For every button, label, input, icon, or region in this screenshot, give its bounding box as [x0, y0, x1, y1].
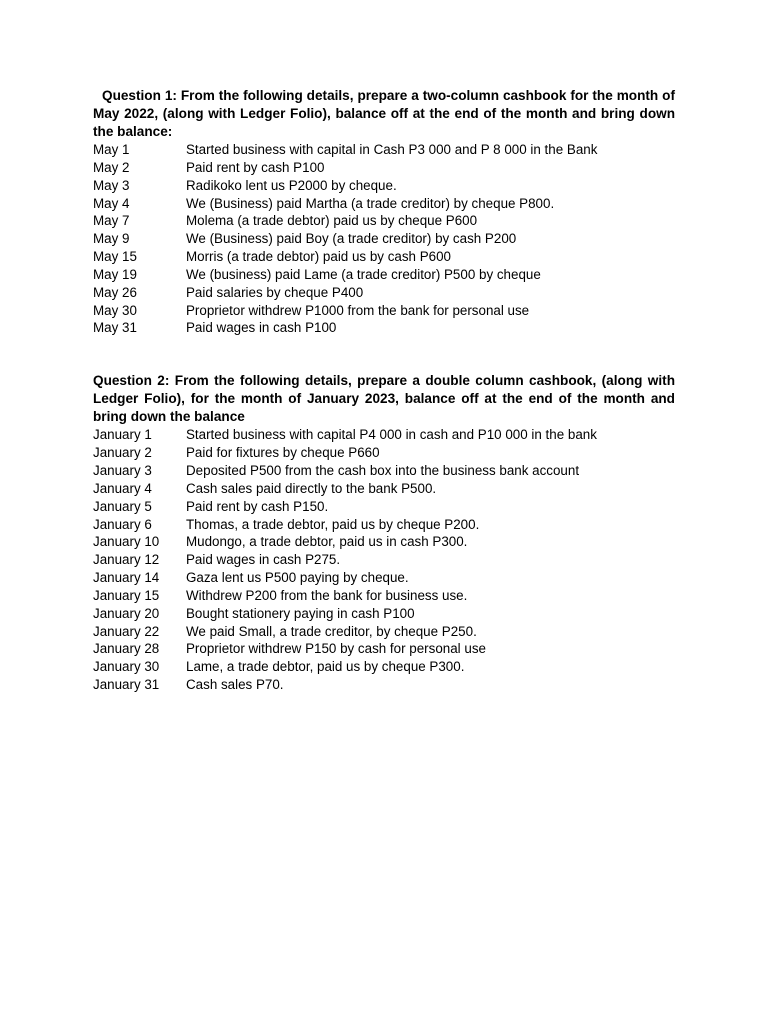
entry-text: Started business with capital P4 000 in cash and P10 000 in the bank: [186, 427, 597, 443]
list-item: [93, 426, 675, 444]
list-item: [93, 195, 675, 213]
entry-date: May 26: [93, 284, 137, 300]
list-item: [93, 516, 675, 534]
entry-text: Cash sales paid directly to the bank P500.: [186, 480, 437, 496]
entry-date: May 30: [93, 302, 137, 318]
entry-text: Paid for fixtures by cheque P660: [186, 445, 380, 461]
entry-date: January 4: [93, 480, 152, 496]
list-item: [93, 230, 675, 248]
list-item: [93, 462, 675, 480]
entry-text: Deposited P500 from the cash box into the business bank account: [186, 462, 580, 478]
list-item: [93, 141, 675, 159]
entry-date: January 10: [93, 534, 160, 550]
list-item: [93, 177, 675, 195]
entry-text: Proprietor withdrew P1000 from the bank for personal use: [186, 302, 530, 318]
entry-text: Paid salaries by cheque P400: [186, 284, 364, 300]
question-1-section: [93, 87, 675, 337]
list-item: [93, 212, 675, 230]
entry-text: Paid wages in cash P275.: [186, 552, 341, 568]
entry-text: Paid rent by cash P150.: [186, 498, 329, 514]
entry-text: We paid Small, a trade creditor, by cheque P250.: [186, 623, 477, 639]
list-item: [93, 551, 675, 569]
entry-date: May 19: [93, 266, 137, 282]
entry-date: January 14: [93, 570, 160, 586]
list-item: [93, 319, 675, 337]
entry-text: Morris (a trade debtor) paid us by cash P600: [186, 249, 451, 265]
entry-date: May 15: [93, 249, 137, 265]
entry-date: January 5: [93, 498, 152, 514]
list-item: [93, 480, 675, 498]
entry-text: Bought stationery paying in cash P100: [186, 605, 415, 621]
entry-text: Withdrew P200 from the bank for business use.: [186, 587, 468, 603]
entry-date: January 28: [93, 641, 160, 657]
list-item: [93, 302, 675, 320]
list-item: [93, 533, 675, 551]
list-item: [93, 676, 675, 694]
list-item: [93, 605, 675, 623]
list-item: [93, 623, 675, 641]
entry-date: May 9: [93, 231, 130, 247]
entry-date: May 3: [93, 177, 130, 193]
entry-date: May 7: [93, 213, 130, 229]
section-spacer: [93, 337, 675, 372]
list-item: [93, 159, 675, 177]
entry-text: Gaza lent us P500 paying by cheque.: [186, 570, 409, 586]
entry-date: May 1: [93, 142, 130, 157]
entry-date: January 15: [93, 587, 160, 603]
list-item: [93, 444, 675, 462]
entry-date: January 6: [93, 516, 152, 532]
entry-date: January 1: [93, 427, 152, 443]
list-item: [93, 587, 675, 605]
entry-text: Lame, a trade debtor, paid us by cheque P300.: [186, 659, 465, 675]
entry-date: January 12: [93, 552, 160, 568]
entry-text: Paid rent by cash P100: [186, 159, 325, 175]
entry-text: Mudongo, a trade debtor, paid us in cash P300.: [186, 534, 468, 550]
entry-text: Paid wages in cash P100: [186, 320, 337, 336]
list-item: [93, 284, 675, 302]
list-item: [93, 569, 675, 587]
question-2-section: [93, 372, 675, 694]
question-2-entry-list: [93, 426, 675, 694]
entry-date: January 31: [93, 677, 160, 693]
list-item: [93, 248, 675, 266]
entry-date: May 31: [93, 320, 137, 336]
list-item: [93, 640, 675, 658]
entry-text: Thomas, a trade debtor, paid us by cheque P200.: [186, 516, 480, 532]
entry-text: Proprietor withdrew P150 by cash for personal use: [186, 641, 486, 657]
list-item: [93, 658, 675, 676]
entry-text: We (business) paid Lame (a trade creditor) P500 by cheque: [186, 266, 541, 282]
question-1-entry-list: [93, 141, 675, 337]
document-page: [93, 87, 675, 694]
entry-text: We (Business) paid Martha (a trade creditor) by cheque P800.: [186, 195, 555, 211]
question-1-heading: Question 1: From the following details, prepare a two-column cashbook for the month of May 2022, (along with Ledger Folio), balance off at the end of the month and bring down the balance:: [93, 88, 675, 139]
entry-date: January 30: [93, 659, 160, 675]
entry-text: We (Business) paid Boy (a trade creditor) by cash P200: [186, 231, 517, 247]
entry-text: Cash sales P70.: [186, 677, 284, 693]
entry-date: January 22: [93, 623, 160, 639]
entry-text: Radikoko lent us P2000 by cheque.: [186, 177, 397, 193]
question-2-heading: Question 2: From the following details, prepare a double column cashbook, (along with Ledger Folio), for the month of January 2023, balance off at the end of the month and bring down the balance: [93, 373, 675, 425]
entry-text: Molema (a trade debtor) paid us by cheque P600: [186, 213, 478, 229]
list-item: [93, 266, 675, 284]
entry-date: May 2: [93, 159, 130, 175]
entry-date: January 20: [93, 605, 160, 621]
list-item: [93, 498, 675, 516]
entry-date: January 2: [93, 445, 152, 461]
entry-date: May 4: [93, 195, 130, 211]
entry-text: Started business with capital in Cash P3 000 and P 8 000 in the Bank: [186, 142, 598, 157]
entry-date: January 3: [93, 462, 152, 478]
